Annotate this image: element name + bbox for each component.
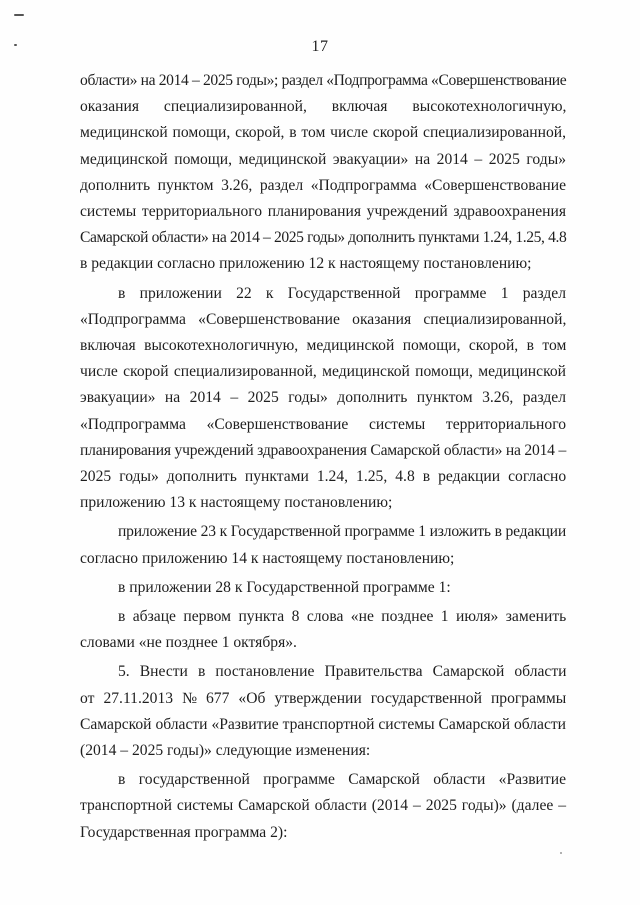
text-line: включая высокотехнологичную, медицинской помощи, скорой, в том: [80, 337, 567, 355]
text-line: в приложении 28 к Государственной программе 1:: [118, 578, 451, 596]
text-line: дополнить пунктом 3.26, раздел «Подпрограмма «Совершенствование: [80, 176, 566, 194]
text-line: транспортной системы Самарской области (2014 – 2025 годы)» (далее –: [80, 797, 566, 815]
text-line: 2025 годы» дополнить пунктами 1.24, 1.25, 4.8 в редакции согласно: [80, 468, 567, 486]
text-line: согласно приложению 14 к настоящему постановлению;: [80, 549, 455, 567]
text-line: системы территориального планирования учреждений здравоохранения: [80, 203, 566, 221]
paragraph: [80, 659, 566, 764]
paragraph: [80, 68, 566, 278]
paragraph: [80, 575, 566, 601]
paragraph: [80, 604, 566, 656]
text-line: числе скорой специализированной, медицинской помощи, медицинской: [80, 363, 566, 381]
text-line: от 27.11.2013 № 677 «Об утверждении государственной программы: [80, 689, 567, 707]
paragraph: [80, 519, 566, 571]
text-line: в приложении 22 к Государственной программе 1 раздел: [118, 284, 566, 302]
text-line: области» на 2014 – 2025 годы»; раздел «Подпрограмма «Совершенствование: [80, 72, 567, 89]
paragraph: [80, 281, 566, 517]
text-line: в государственной программе Самарской области «Развитие: [118, 771, 566, 789]
text-line: словами «не позднее 1 октября».: [80, 634, 297, 652]
text-line: «Подпрограмма «Совершенствование оказания специализированной,: [80, 310, 567, 328]
paragraph: [80, 767, 566, 846]
text-line: эвакуации» на 2014 – 2025 годы» дополнить пунктом 3.26, раздел: [80, 389, 566, 407]
text-line: оказания специализированной, включая высокотехнологичную,: [80, 98, 567, 116]
text-line: в редакции согласно приложению 12 к настоящему постановлению;: [80, 255, 532, 273]
text-line: Государственная программа 2):: [80, 823, 288, 841]
text-line: планирования учреждений здравоохранения Самарской области» на 2014 –: [80, 441, 567, 459]
text-line: в абзаце первом пункта 8 слова «не позднее 1 июля» заменить: [118, 608, 567, 626]
scan-artifact: [560, 852, 562, 854]
text-line: 5. Внести в постановление Правительства Самарской области: [118, 663, 567, 681]
text-line: (2014 – 2025 годы)» следующие изменения:: [80, 742, 371, 760]
text-line: Самарской области «Развитие транспортной системы Самарской области: [80, 715, 566, 733]
document-body: [80, 68, 566, 846]
page-number: 17: [311, 38, 329, 55]
text-line: «Подпрограмма «Совершенствование системы территориального: [80, 415, 566, 433]
text-line: медицинской помощи, медицинской эвакуации» на 2014 – 2025 годы»: [80, 150, 566, 168]
text-line: приложение 23 к Государственной программе 1 изложить в редакции: [118, 523, 566, 541]
scan-artifact: [14, 14, 24, 16]
text-line: Самарской области» на 2014 – 2025 годы» дополнить пунктами 1.24, 1.25, 4.8: [80, 229, 567, 247]
text-line: медицинской помощи, скорой, в том числе скорой специализированной,: [80, 124, 566, 142]
text-line: приложению 13 к настоящему постановлению;: [80, 494, 393, 512]
